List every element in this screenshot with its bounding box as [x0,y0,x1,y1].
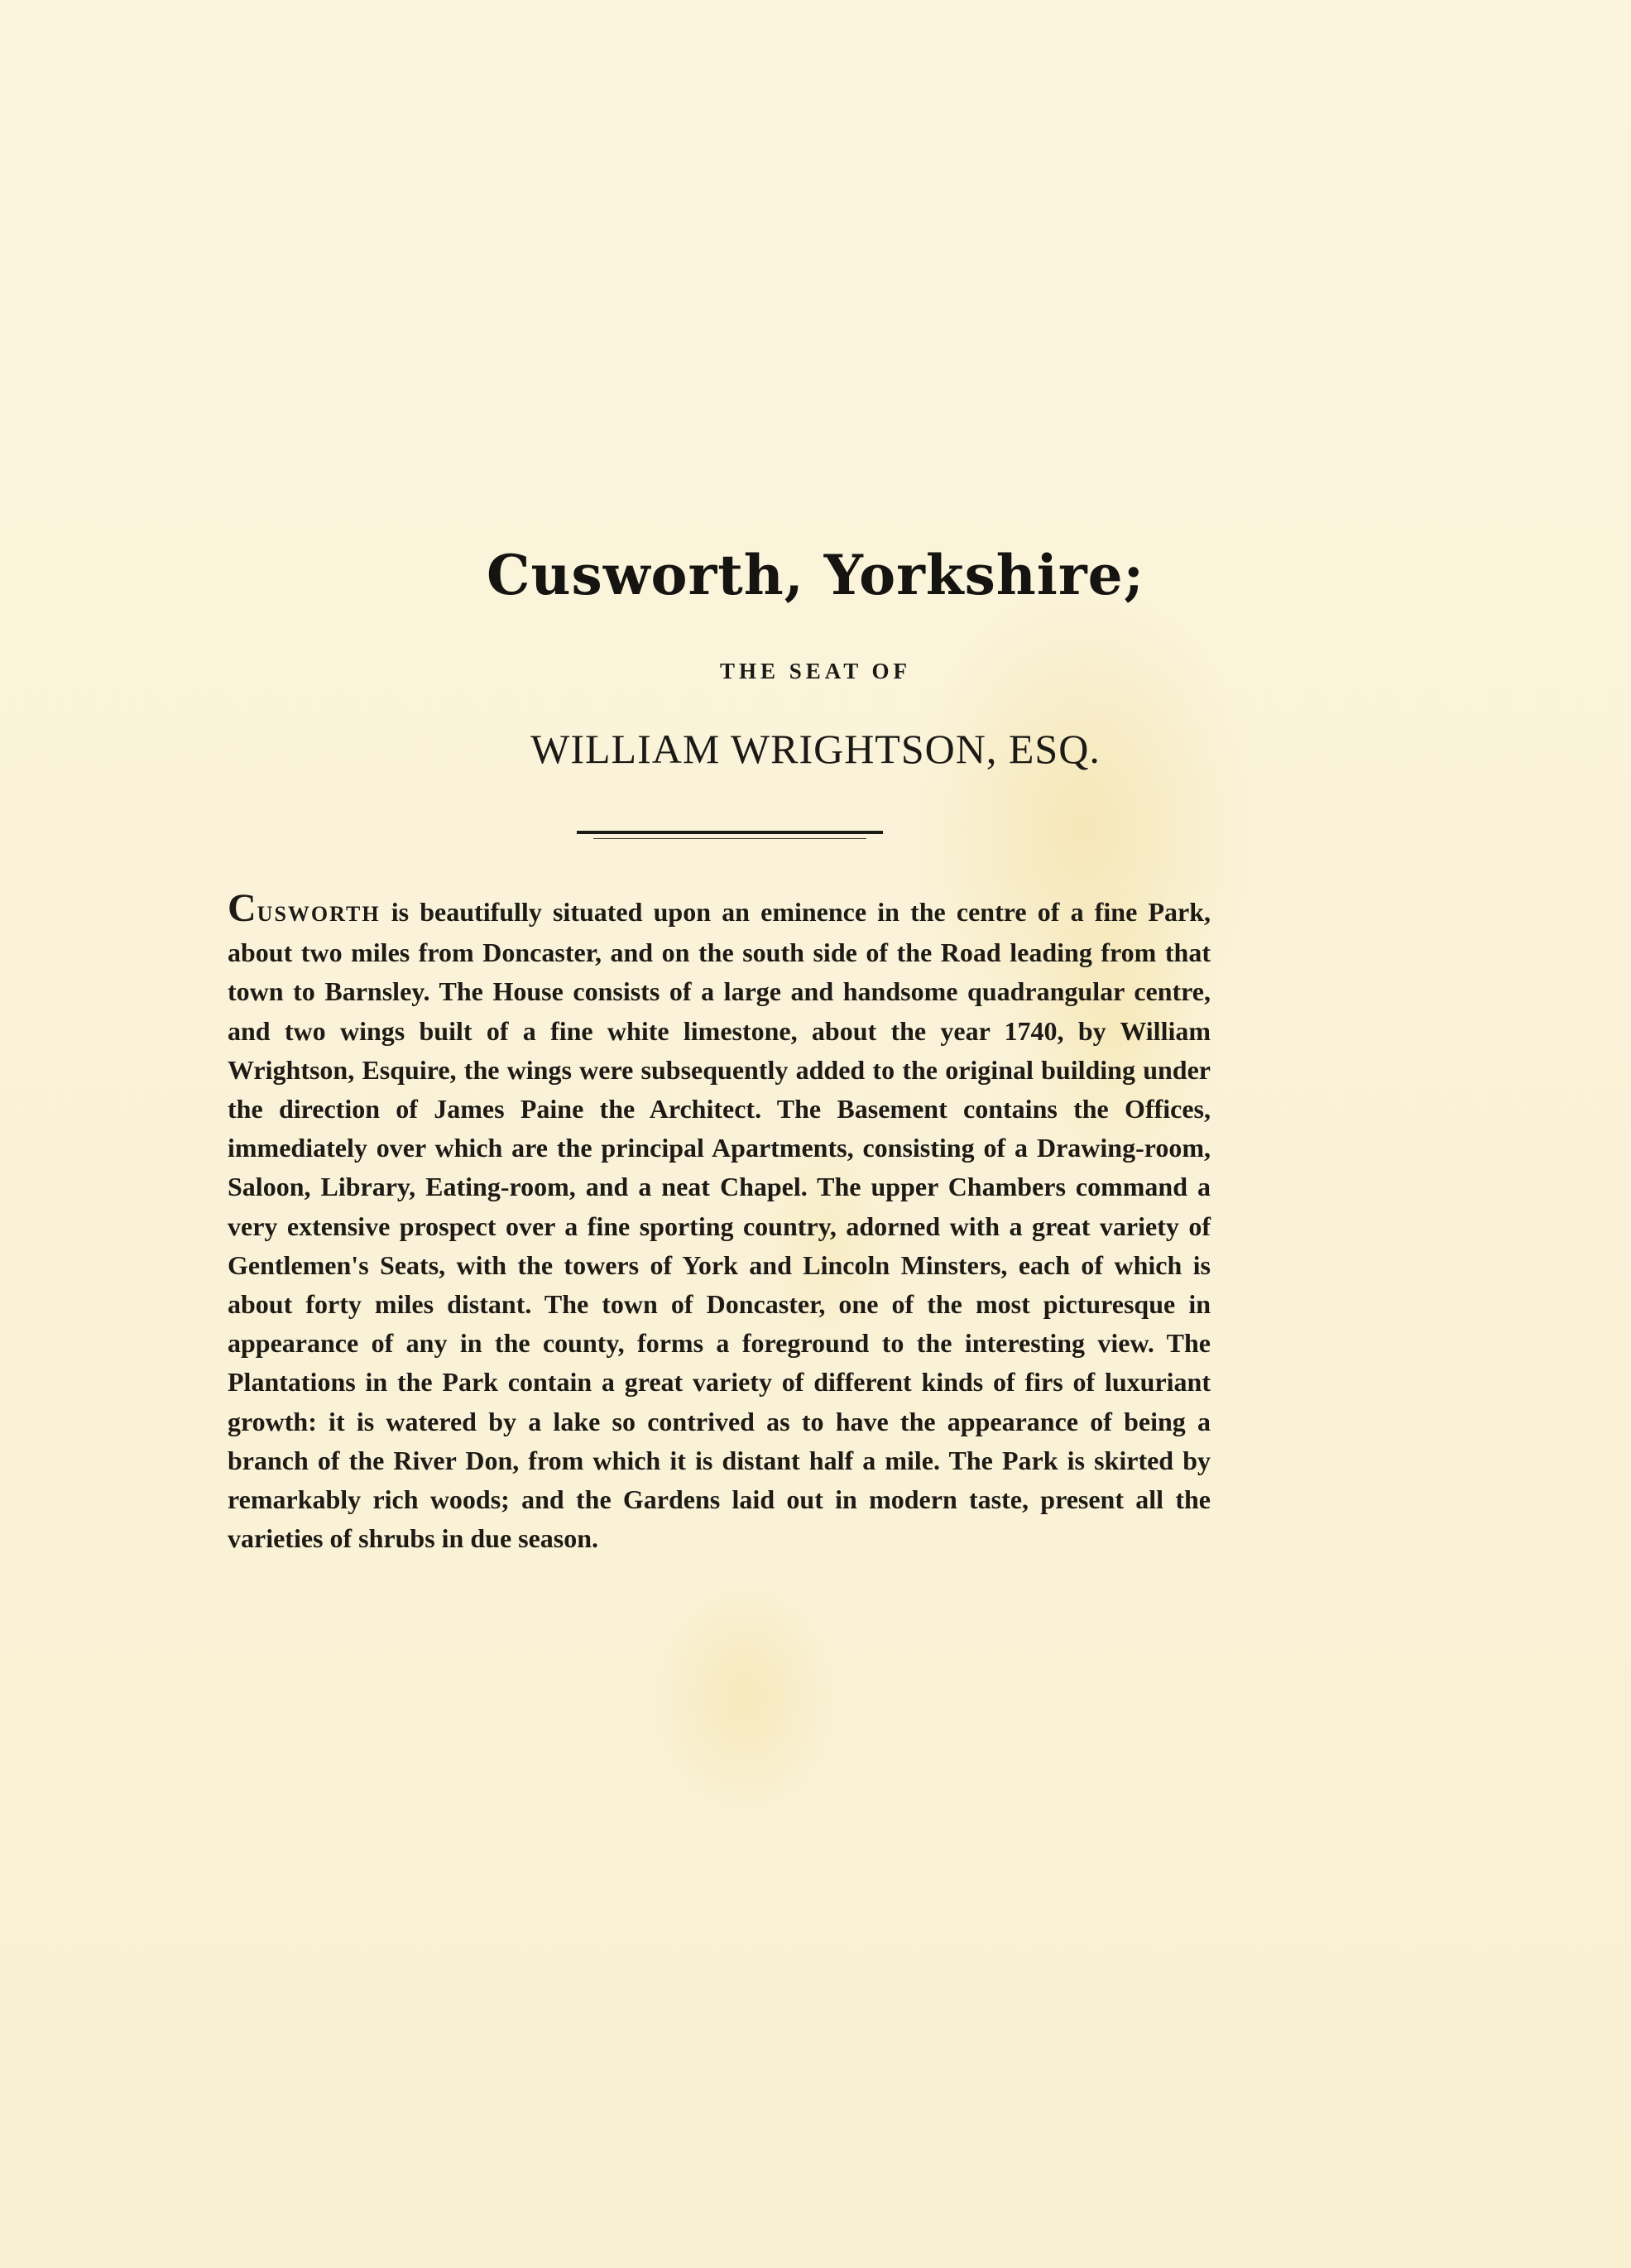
divider-rule [577,831,883,834]
body-text: is beautifully situated upon an eminence in the centre of a fine Park, about two miles from Doncaster, and on the south side of the Road leading from that town to Barnsley. The House consists of a large and handsome quadrangular centre, and two wings built of a fine white limestone, about the year 1740, by William Wrightson, Esquire, the wings were subsequently added to the original building under the direction of James Paine the Architect. The Basement contains the Offices, immediately over which are the principal Apartments, consisting of a Drawing-room, Saloon, Library, Eating-room, and a neat Chapel. The upper Chambers command a very extensive prospect over a fine sporting country, adorned with a great variety of Gentlemen's Seats, with the towers of York and Lincoln Minsters, each of which is about forty miles distant. The town of Doncaster, one of the most picturesque in appearance of any in the county, forms a foreground to the interesting view. The Plantations in the Park contain a great variety of different kinds of firs of luxuriant growth: it is watered by a lake so contrived as to have the appearance of being a branch of the River Don, from which it is distant half a mile. The Park is skirted by remarkably rich woods; and the Gardens laid out in modern taste, present all the varieties of shrubs in due season. [228,897,1211,1554]
drop-cap: C [228,886,257,930]
body-paragraph [228,886,1211,1558]
owner-name: WILLIAM WRIGHTSON, ESQ. [530,726,1101,772]
page-title: Cusworth, Yorkshire; [487,543,1144,607]
lead-small-caps: USWORTH [257,902,381,926]
subtitle: THE SEAT OF [719,659,912,683]
